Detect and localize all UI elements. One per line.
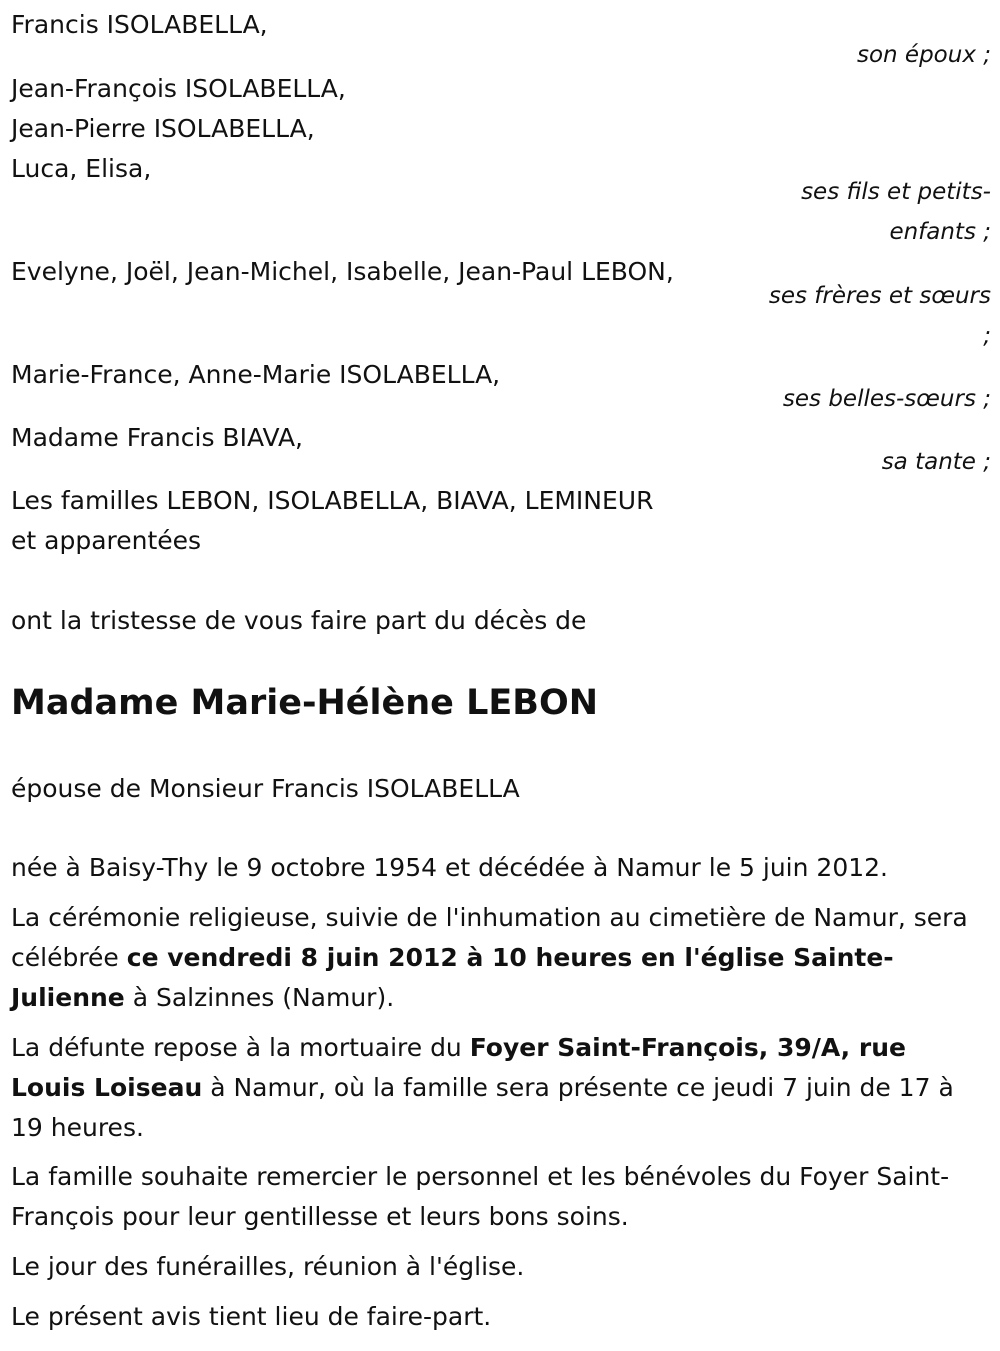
family-relation-line: sa tante ; <box>881 449 991 475</box>
thanks-paragraph: La famille souhaite remercier le personnel et les bénévoles du Foyer Saint-François pour leur gentillesse et leurs bons soins. <box>11 1162 950 1231</box>
family-names-line: Evelyne, Joël, Jean-Michel, Isabelle, Jean-Paul LEBON, <box>11 257 674 286</box>
family-relation-line: ; <box>983 323 991 349</box>
spouse-line: épouse de Monsieur Francis ISOLABELLA <box>11 774 520 803</box>
family-relation-line: enfants ; <box>889 219 991 245</box>
family-names-line: Luca, Elisa, <box>11 154 152 183</box>
family-group-aunt <box>11 418 991 475</box>
deceased-name: Madame Marie-Hélène LEBON <box>11 683 599 723</box>
family-group-sisters-in-law <box>11 355 991 412</box>
ceremony-paragraph <box>11 898 986 1018</box>
announcement-text: ont la tristesse de vous faire part du décès de <box>11 606 587 635</box>
mortuary-text-after: à Namur, où la famille sera présente ce jeudi 7 juin de 17 à 19 heures. <box>11 1073 954 1142</box>
family-relation-line: ses frères et sœurs <box>768 283 991 309</box>
ceremony-date-place: ce vendredi 8 juin 2012 à 10 heures en l'église Sainte-Julienne <box>11 943 894 1012</box>
family-names-line: Marie-France, Anne-Marie ISOLABELLA, <box>11 360 501 389</box>
family-group-families <box>11 481 991 561</box>
family-group-children <box>11 69 991 245</box>
family-group-spouse <box>11 5 991 68</box>
family-names-line: Madame Francis BIAVA, <box>11 423 304 452</box>
family-relation-line: son époux ; <box>856 42 991 68</box>
family-relation-line: ses belles-sœurs ; <box>782 386 991 412</box>
family-relation-line: ses fils et petits- <box>801 179 991 205</box>
mortuary-address: Foyer Saint-François, 39/A, rue Louis Loiseau <box>11 1033 906 1102</box>
family-names-line: Francis ISOLABELLA, <box>11 10 268 39</box>
mortuary-paragraph <box>11 1028 986 1148</box>
family-names-line: Jean-François ISOLABELLA, <box>11 74 346 103</box>
notice-line: Le présent avis tient lieu de faire-part. <box>11 1302 492 1331</box>
family-group-siblings <box>11 252 991 349</box>
birth-death-line: née à Baisy-Thy le 9 octobre 1954 et décédée à Namur le 5 juin 2012. <box>11 853 888 882</box>
family-names-line: Jean-Pierre ISOLABELLA, <box>11 114 315 143</box>
ceremony-text-after: à Salzinnes (Namur). <box>124 983 395 1012</box>
mortuary-text-before: La défunte repose à la mortuaire du <box>11 1033 470 1062</box>
family-names-line: Les familles LEBON, ISOLABELLA, BIAVA, LEMINEUR <box>11 486 654 515</box>
family-names-line: et apparentées <box>11 526 202 555</box>
ceremony-text-before: La cérémonie religieuse, suivie de l'inhumation au cimetière de Namur, sera célébrée <box>11 903 968 972</box>
gathering-line: Le jour des funérailles, réunion à l'église. <box>11 1252 525 1281</box>
